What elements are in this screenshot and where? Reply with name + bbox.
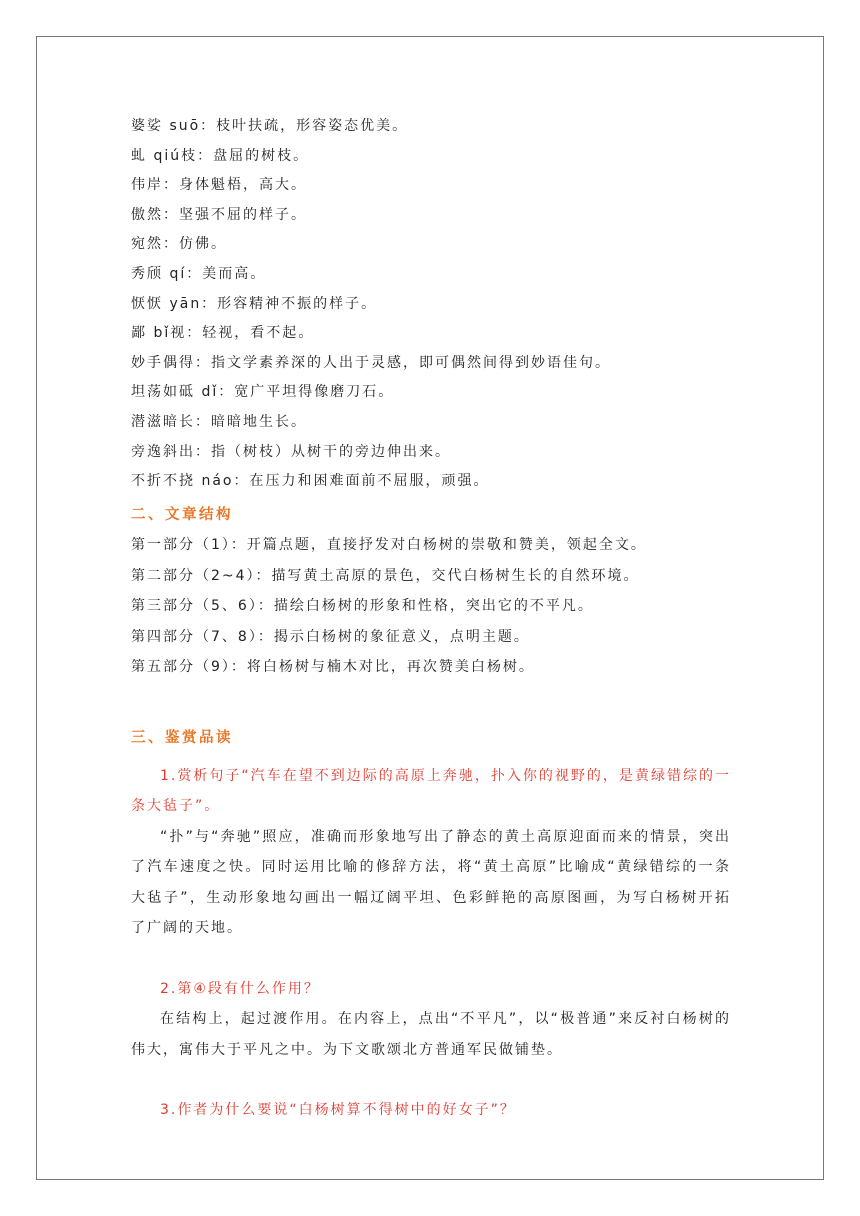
structure-part: 第五部分（9）：将白杨树与楠木对比，再次赞美白杨树。 bbox=[131, 659, 535, 676]
document-body bbox=[131, 112, 731, 1126]
vocabulary-item: 秀颀 qí：美而高。 bbox=[131, 265, 267, 282]
vocabulary-item: 宛然：仿佛。 bbox=[131, 236, 227, 253]
question-block bbox=[131, 1095, 731, 1126]
question-text: 3.作者为什么要说“白杨树算不得树中的好女子”？ bbox=[160, 1102, 516, 1119]
question-text: 2.第④段有什么作用？ bbox=[160, 980, 320, 997]
vocabulary-item: 鄙 bǐ视：轻视，看不起。 bbox=[131, 325, 315, 342]
answer-text: “扑”与“奔驰”照应，准确而形象地写出了静态的黄土高原迎面而来的情景，突出了汽车速度之快。同时运用比喻的修辞方法，将“黄土高原”比喻成“黄绿错综的一条大毡子”，生动形象地勾画出一幅辽阔平坦、色彩鲜艳的高原图画，为写白杨树开拓了广阔的天地。 bbox=[131, 828, 731, 937]
vocabulary-item: 伟岸：身体魁梧，高大。 bbox=[131, 177, 307, 194]
structure-part: 第二部分（2~4）：描写黄土高原的景色，交代白杨树生长的自然环境。 bbox=[131, 567, 640, 584]
vocabulary-item: 婆娑 suō：枝叶扶疏，形容姿态优美。 bbox=[131, 118, 409, 134]
vocabulary-item: 恹恹 yān：形容精神不振的样子。 bbox=[131, 295, 378, 312]
question-block bbox=[131, 761, 731, 944]
vocabulary-item: 傲然：坚强不屈的样子。 bbox=[131, 206, 307, 223]
vocabulary-item: 妙手偶得：指文学素养深的人出于灵感，即可偶然间得到妙语佳句。 bbox=[131, 354, 611, 371]
section-heading-structure: 二、文章结构 bbox=[131, 506, 233, 523]
vocabulary-item: 不折不挠 náo：在压力和困难面前不屈服，顽强。 bbox=[131, 473, 490, 490]
question-block bbox=[131, 974, 731, 1066]
section-heading-appreciation: 三、鉴赏品读 bbox=[131, 729, 233, 746]
vocabulary-item: 坦荡如砥 dǐ：宽广平坦得像磨刀石。 bbox=[131, 384, 395, 401]
vocabulary-item: 潜滋暗长：暗暗地生长。 bbox=[131, 413, 307, 430]
vocabulary-list bbox=[131, 112, 731, 497]
answer-text: 在结构上，起过渡作用。在内容上，点出“不平凡”，以“极普通”来反衬白杨树的伟大，寓伟大于平凡之中。为下文歌颂北方普通军民做铺垫。 bbox=[131, 1011, 731, 1058]
structure-part: 第一部分（1）：开篇点题，直接抒发对白杨树的崇敬和赞美，领起全文。 bbox=[131, 537, 647, 554]
question-text: 1.赏析句子“汽车在望不到边际的高原上奔驰，扑入你的视野的，是黄绿错综的一条大毡子”。 bbox=[131, 767, 731, 815]
structure-part: 第四部分（7、8）：揭示白杨树的象征意义，点明主题。 bbox=[131, 628, 530, 645]
vocabulary-item: 虬 qiú枝：盘屈的树枝。 bbox=[131, 147, 310, 164]
vocabulary-item: 旁逸斜出：指（树枝）从树干的旁边伸出来。 bbox=[131, 443, 451, 460]
structure-section bbox=[131, 500, 731, 683]
structure-part: 第三部分（5、6）：描绘白杨树的形象和性格，突出它的不平凡。 bbox=[131, 598, 594, 615]
